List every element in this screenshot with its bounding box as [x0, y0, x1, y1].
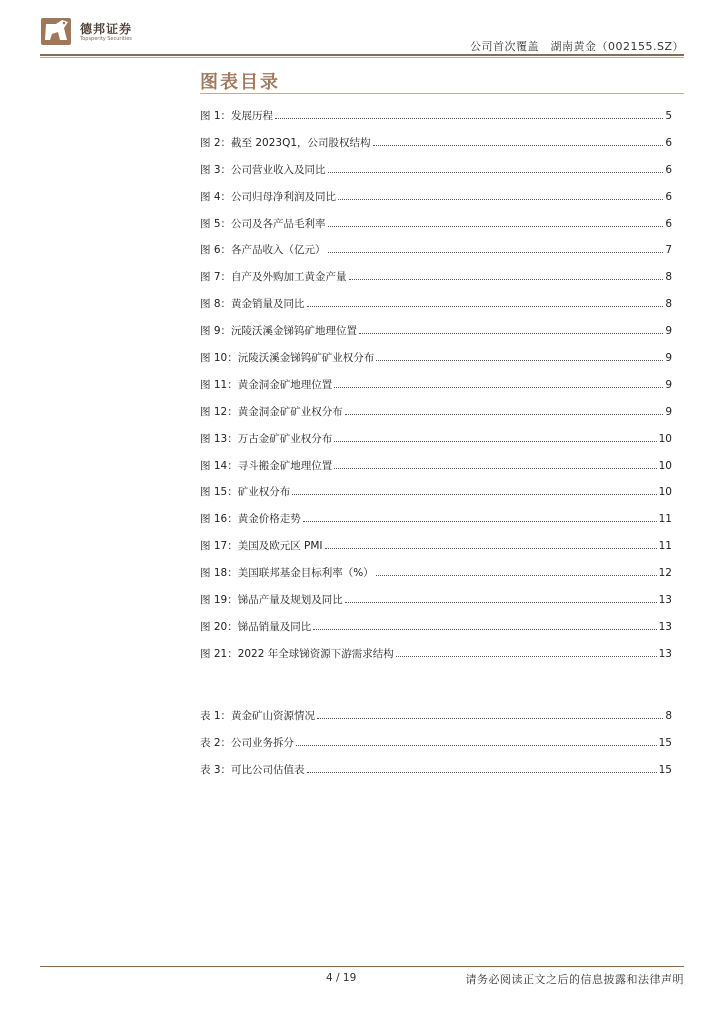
toc-entry-page: 15: [658, 763, 672, 776]
dot-leader: [334, 387, 663, 388]
dot-leader: [307, 772, 657, 773]
toc-title-divider: [200, 93, 684, 94]
footer-divider: [40, 966, 684, 967]
figure-toc-entry[interactable]: [200, 592, 672, 619]
toc-entry-label: 图 1：发展历程: [200, 110, 274, 122]
toc-entry-label: 图 10：沅陵沃溪金锑钨矿矿业权分布: [200, 352, 375, 365]
toc-entry-page: 8: [665, 271, 672, 284]
figure-toc-entry[interactable]: [200, 484, 672, 511]
figure-toc-entry[interactable]: [200, 242, 672, 269]
figure-toc-entry[interactable]: [200, 511, 672, 538]
toc-entry-page: 9: [665, 325, 672, 338]
table-toc-entry[interactable]: [200, 735, 672, 762]
header-divider: [40, 54, 684, 56]
dot-leader: [376, 360, 663, 361]
figure-toc-entry[interactable]: [200, 619, 672, 646]
report-title: 公司首次覆盖 湖南黄金（002155.SZ）: [469, 40, 684, 53]
figure-toc-entry[interactable]: [200, 538, 672, 565]
toc-entry-page: 9: [665, 405, 672, 418]
dot-leader: [307, 306, 664, 307]
toc-entry-page: 13: [658, 647, 672, 660]
figure-toc-entry[interactable]: [200, 323, 672, 350]
toc-entry-label: 表 3：可比公司估值表: [200, 763, 305, 776]
toc-entry-label: 图 9：沅陵沃溪金锑钨矿地理位置: [200, 325, 358, 338]
toc-entry-page: 6: [665, 136, 672, 149]
dot-leader: [334, 468, 656, 469]
dot-leader: [396, 656, 657, 657]
toc-entry-page: 8: [665, 710, 672, 722]
toc-entry-label: 图 2：截至 2023Q1，公司股权结构: [200, 136, 371, 149]
toc-entry-label: 图 14：寻斗搬金矿地理位置: [200, 459, 333, 472]
figure-toc-entry[interactable]: [200, 431, 672, 458]
header-divider-thin: [40, 57, 684, 58]
brand-name-en: Topsperity Securities: [80, 36, 132, 42]
page-header: [40, 14, 684, 56]
figure-toc-entry[interactable]: [200, 189, 672, 216]
toc-entry-label: 图 3：公司营业收入及同比: [200, 163, 326, 176]
dot-leader: [292, 494, 656, 495]
dot-leader: [328, 172, 664, 173]
figure-toc-entry[interactable]: [200, 565, 672, 592]
brand-logo-icon: [40, 14, 74, 48]
toc-entry-page: 11: [658, 540, 672, 553]
toc-entry-label: 图 16：黄金价格走势: [200, 513, 301, 526]
toc-entry-page: 13: [658, 594, 672, 607]
table-list: [200, 708, 672, 789]
dot-leader: [328, 252, 664, 253]
figure-toc-entry[interactable]: [200, 377, 672, 404]
figure-toc-entry[interactable]: [200, 404, 672, 431]
dot-leader: [317, 718, 663, 719]
figure-toc-entry[interactable]: [200, 350, 672, 377]
dot-leader: [275, 118, 663, 119]
toc-entry-page: 11: [658, 513, 672, 526]
toc-entry-label: 图 15：矿业权分布: [200, 486, 291, 499]
toc-entry-label: 图 18：美国联邦基金目标利率（%）: [200, 567, 374, 580]
toc-entry-label: 图 12：黄金洞金矿矿业权分布: [200, 405, 343, 418]
toc-entry-page: 6: [665, 190, 672, 203]
dot-leader: [313, 629, 656, 630]
dot-leader: [338, 199, 663, 200]
dot-leader: [303, 521, 657, 522]
dot-leader: [296, 745, 657, 746]
table-toc-entry[interactable]: [200, 762, 672, 789]
table-toc-entry[interactable]: [200, 708, 672, 735]
toc-entry-page: 6: [665, 163, 672, 176]
toc-entry-label: 图 17：美国及欧元区 PMI: [200, 540, 323, 553]
page-indicator: 4 / 19: [326, 972, 357, 984]
dot-leader: [345, 414, 664, 415]
toc-entry-page: 8: [665, 298, 672, 311]
toc-entry-label: 表 1：黄金矿山资源情况: [200, 710, 316, 722]
toc-entry-label: 图 13：万古金矿矿业权分布: [200, 432, 333, 445]
toc-entry-label: 图 6：各产品收入（亿元）: [200, 244, 326, 257]
toc-title: 图表目录: [200, 72, 280, 93]
figure-toc-entry[interactable]: [200, 296, 672, 323]
toc-entry-label: 图 19：锑品产量及规划及同比: [200, 594, 343, 607]
toc-entry-label: 图 11：黄金洞金矿地理位置: [200, 378, 333, 391]
toc-entry-label: 表 2：公司业务拆分: [200, 736, 295, 749]
dot-leader: [373, 145, 664, 146]
toc-entry-label: 图 21：2022 年全球锑资源下游需求结构: [200, 647, 394, 660]
figure-toc-entry[interactable]: [200, 458, 672, 485]
toc-entry-label: 图 7：自产及外购加工黄金产量: [200, 271, 347, 284]
figure-list: [200, 108, 672, 673]
toc-entry-page: 10: [658, 459, 672, 472]
dot-leader: [359, 333, 663, 334]
toc-entry-label: 图 20：锑品销量及同比: [200, 620, 312, 633]
toc-entry-page: 15: [658, 736, 672, 749]
toc-entry-label: 图 5：公司及各产品毛利率: [200, 217, 326, 230]
dot-leader: [349, 279, 664, 280]
dot-leader: [328, 226, 664, 227]
toc-entry-page: 9: [665, 378, 672, 391]
toc-entry-label: 图 8：黄金销量及同比: [200, 298, 305, 311]
toc-entry-page: 10: [658, 486, 672, 499]
toc-entry-page: 13: [658, 620, 672, 633]
figure-toc-entry[interactable]: [200, 269, 672, 296]
dot-leader: [345, 602, 657, 603]
toc-entry-page: 9: [665, 352, 672, 365]
dot-leader: [376, 575, 657, 576]
figure-toc-entry[interactable]: [200, 108, 672, 135]
brand-logo: [40, 14, 160, 48]
figure-toc-entry[interactable]: [200, 646, 672, 673]
brand-name-cn: 德邦证券: [80, 22, 133, 36]
toc-entry-page: 12: [658, 567, 672, 580]
disclaimer-note: 请务必阅读正文之后的信息披露和法律声明: [465, 973, 684, 986]
figure-toc-entry[interactable]: [200, 135, 672, 162]
toc-entry-label: 图 4：公司归母净利润及同比: [200, 190, 337, 203]
dot-leader: [334, 441, 656, 442]
toc-entry-page: 5: [665, 110, 672, 122]
figure-toc-entry[interactable]: [200, 162, 672, 189]
figure-toc-entry[interactable]: [200, 216, 672, 243]
toc-entry-page: 10: [658, 432, 672, 445]
toc-entry-page: 7: [665, 244, 672, 257]
toc-entry-page: 6: [665, 217, 672, 230]
dot-leader: [325, 548, 657, 549]
